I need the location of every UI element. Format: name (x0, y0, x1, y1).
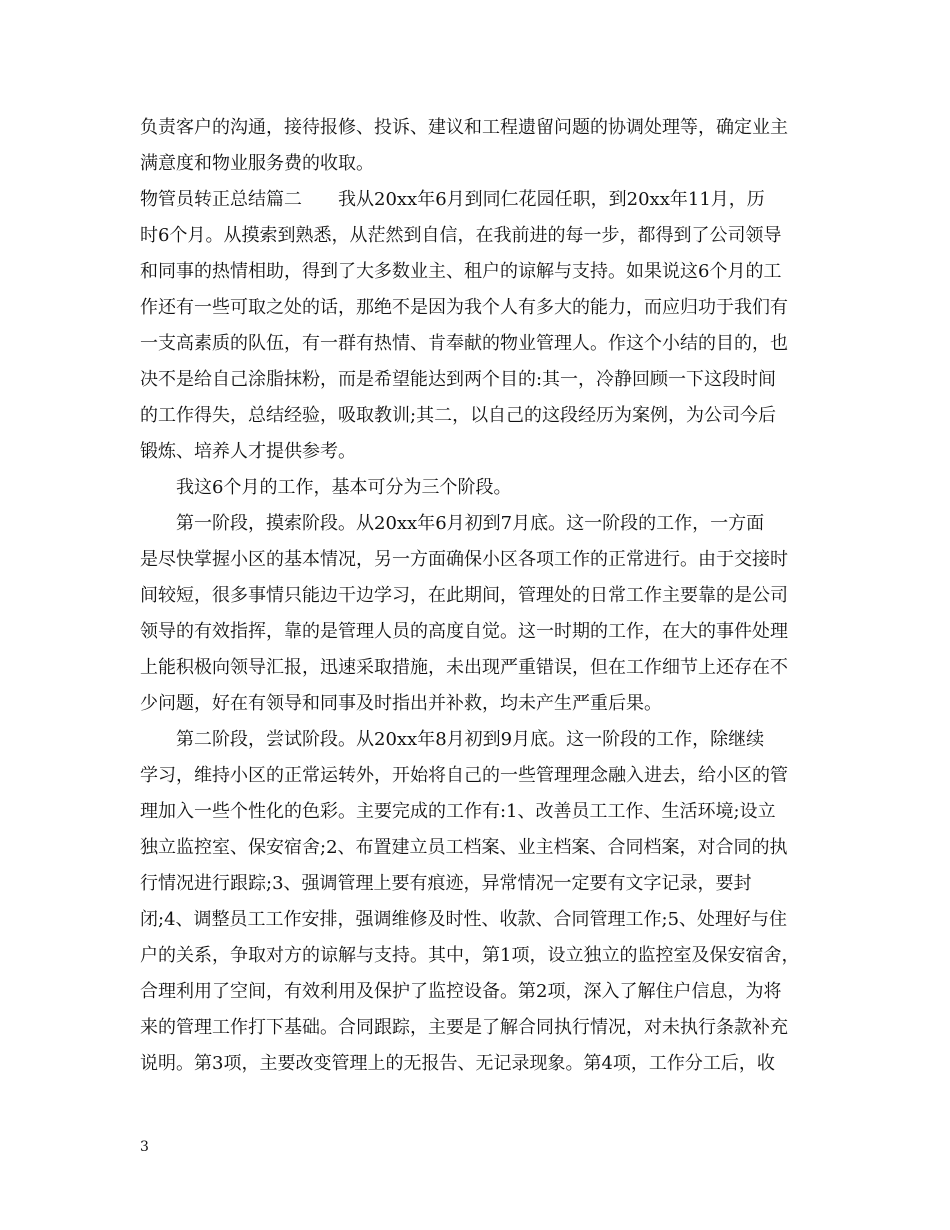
text-line: 和同事的热情相助，得到了大多数业主、租户的谅解与支持。如果说这6个月的工 (140, 261, 782, 282)
text-line: 是尽快掌握小区的基本情况，另一方面确保小区各项工作的正常进行。由于交接时 (140, 549, 788, 570)
text-line: 我这6个月的工作，基本可分为三个阶段。 (176, 477, 512, 498)
page-number: 3 (140, 1139, 149, 1155)
text-line: 上能积极向领导汇报，迅速采取措施，未出现严重错误，但在工作细节上还存在不 (140, 657, 788, 678)
text-line: 时6个月。从摸索到熟悉，从茫然到自信，在我前进的每一步，都得到了公司领导 (140, 225, 782, 246)
text-line: 行情况进行跟踪;3、强调管理上要有痕迹，异常情况一定要有文字记录，要封 (140, 873, 752, 894)
text-line: 满意度和物业服务费的收取。 (140, 153, 374, 174)
text-line: 锻炼、培养人才提供参考。 (140, 441, 356, 462)
text-line: 少问题，好在有领导和同事及时指出并补救，均未产生严重后果。 (140, 693, 662, 714)
text-line: 独立监控室、保安宿舍;2、布置建立员工档案、业主档案、合同档案，对合同的执 (140, 837, 788, 858)
text-line: 负责客户的沟通，接待报修、投诉、建议和工程遗留问题的协调处理等，确定业主 (140, 117, 788, 138)
text-line: 说明。第3项，主要改变管理上的无报告、无记录现象。第4项，工作分工后，收 (140, 1053, 775, 1074)
text-line: 户的关系，争取对方的谅解与支持。其中，第1项，设立独立的监控室及保安宿舍， (140, 945, 800, 966)
text-line: 物管员转正总结篇二 我从20xx年6月到同仁花园任职，到20xx年11月，历 (140, 189, 765, 210)
text-line: 一支高素质的队伍，有一群有热情、肯奉献的物业管理人。作这个小结的目的，也 (140, 333, 788, 354)
text-line: 合理利用了空间，有效利用及保护了监控设备。第2项，深入了解住户信息，为将 (140, 981, 782, 1002)
text-line: 学习，维持小区的正常运转外，开始将自己的一些管理理念融入进去，给小区的管 (140, 765, 788, 786)
text-line: 决不是给自己涂脂抹粉，而是希望能达到两个目的:其一，冷静回顾一下这段时间 (140, 369, 777, 390)
text-line: 理加入一些个性化的色彩。主要完成的工作有:1、改善员工工作、生活环境;设立 (140, 801, 776, 822)
text-line: 间较短，很多事情只能边干边学习，在此期间，管理处的日常工作主要靠的是公司 (140, 585, 788, 606)
text-line: 作还有一些可取之处的话，那绝不是因为我个人有多大的能力，而应归功于我们有 (140, 297, 788, 318)
text-line: 第二阶段，尝试阶段。从20xx年8月初到9月底。这一阶段的工作，除继续 (176, 729, 765, 750)
text-line: 第一阶段，摸索阶段。从20xx年6月初到7月底。这一阶段的工作，一方面 (176, 513, 765, 534)
text-line: 领导的有效指挥，靠的是管理人员的高度自觉。这一时期的工作，在大的事件处理 (140, 621, 788, 642)
text-line: 闭;4、调整员工工作安排，强调维修及时性、收款、合同管理工作;5、处理好与住 (140, 909, 788, 930)
text-line: 的工作得失，总结经验，吸取教训;其二，以自己的这段经历为案例，为公司今后 (140, 405, 777, 426)
text-line: 来的管理工作打下基础。合同跟踪，主要是了解合同执行情况，对未执行条款补充 (140, 1017, 788, 1038)
